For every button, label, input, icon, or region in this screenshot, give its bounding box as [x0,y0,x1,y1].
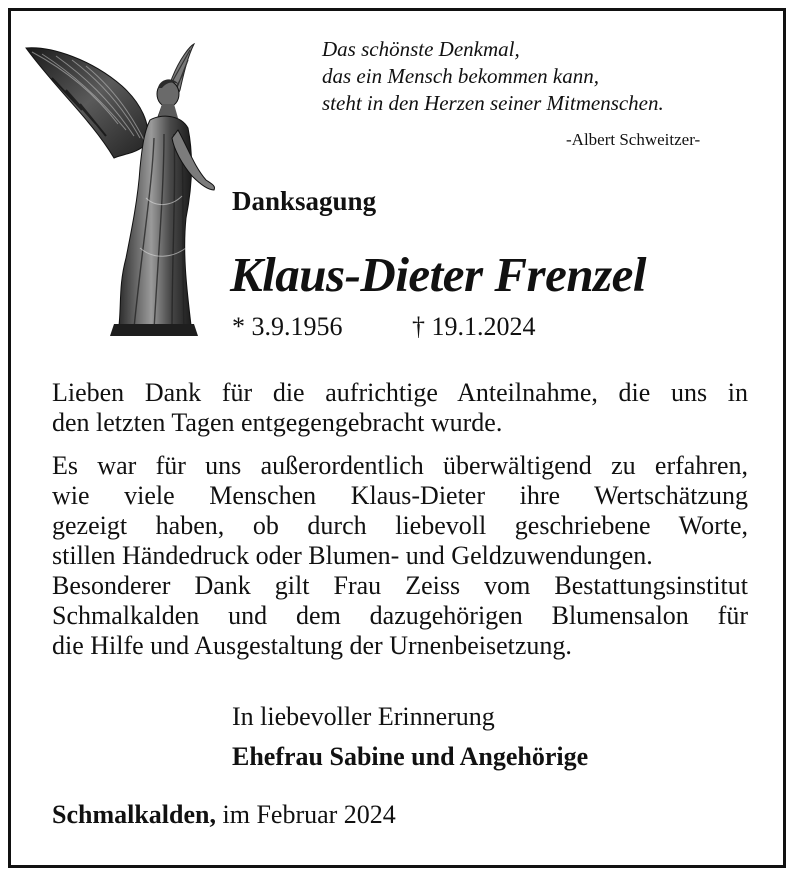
paragraph-line: gezeigt haben, ob durch liebevoll geschriebene Worte, [52,511,748,540]
paragraph-line: Es war für uns außerordentlich überwältigend zu erfahren, [52,451,748,480]
paragraph-line: wie viele Menschen Klaus-Dieter ihre Wertschätzung [52,481,748,510]
notice-heading: Danksagung [232,186,377,216]
paragraph-line: den letzten Tagen entgegengebracht wurde. [52,408,503,437]
memorial-quote [322,36,762,117]
paragraph-line: stillen Händedruck oder Blumen- und Geldzuwendungen. [52,541,653,570]
place-and-date [52,800,396,830]
deceased-name: Klaus-Dieter Frenzel [230,247,647,302]
death-date: † 19.1.2024 [412,312,536,341]
paragraph-line: Schmalkalden und dem dazugehörigen Blumensalon für [52,601,748,630]
quote-line: steht in den Herzen seiner Mitmenschen. [322,91,664,115]
birth-date: * 3.9.1956 [232,312,343,341]
gratitude-paragraph [52,451,748,661]
place: Schmalkalden, [52,800,216,829]
thanks-paragraph [52,378,748,438]
signature: Ehefrau Sabine und Angehörige [232,742,589,771]
paragraph-line: die Hilfe und Ausgestaltung der Urnenbeisetzung. [52,631,572,660]
quote-line: Das schönste Denkmal, [322,37,520,61]
quote-author: -Albert Schweitzer- [566,130,701,149]
closing-line: In liebevoller Erinnerung [232,702,495,731]
date: im Februar 2024 [222,800,396,829]
angel-statue-icon [22,38,222,338]
paragraph-line: Lieben Dank für die aufrichtige Anteilnahme, die uns in [52,378,748,407]
quote-line: das ein Mensch bekommen kann, [322,64,599,88]
paragraph-line: Besonderer Dank gilt Frau Zeiss vom Bestattungsinstitut [52,571,748,600]
